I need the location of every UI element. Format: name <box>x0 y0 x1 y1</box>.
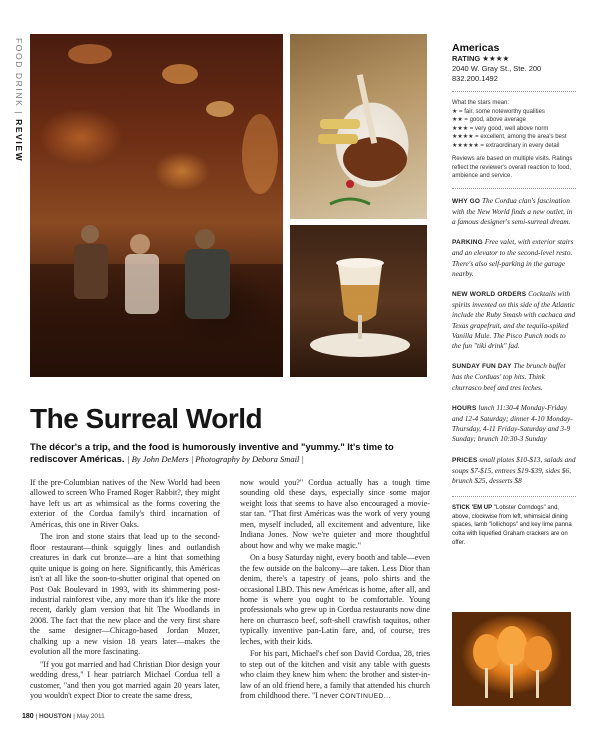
section-label-food-drink: FOOD DRINK <box>14 38 24 108</box>
page-number: 180 <box>22 713 34 720</box>
review-sidebar <box>452 42 576 547</box>
paragraph: "If you got married and had Christian Dior design your wedding dress," I hear patriarch Michael Cordua tell a customer, "and then you got married again 20 years later, you wouldn't expect Dior to create the same dress, <box>30 659 220 701</box>
phone: 832.200.1492 <box>452 74 498 83</box>
paragraph: If the pre-Columbian natives of the New World had been allowed to screen Who Framed Roger Rabbit?, they might have left us art as whimsical as the forms covering the exterior of the Cordua family's third incarnation of Américas, this one in River Oaks. <box>30 478 220 529</box>
sidebar-why-go <box>452 196 576 228</box>
sidebar-item-text: Cocktails with spirits invented on this side of the Atlantic include the Ruby Smash with cachaca and Texas grapefruit, and the tequila-spiked Vanilla Mule. The Pisco Punch nods to the fun "tiki drink" fad. <box>452 288 576 350</box>
stars-heading: What the stars mean: <box>452 100 510 106</box>
rating <box>452 54 576 64</box>
sidebar-item-head: NEW WORLD ORDERS <box>452 290 527 298</box>
divider <box>452 496 576 497</box>
caption-text: "Lobster Corndogs" and, above, clockwise from left, whimsical dining spaces, lamb "lollichops" and key lime panna cotta with liquefied Graham crackers are on offer. <box>452 505 572 546</box>
sidebar-item-head: PRICES <box>452 456 478 464</box>
sidebar-item-head: WHY GO <box>452 197 481 205</box>
photo-caption <box>452 504 576 547</box>
magazine-name: HOUSTON <box>39 713 72 720</box>
photo-dessert-cocktail <box>290 225 427 377</box>
divider <box>452 188 576 189</box>
address: 2040 W. Gray St., Ste. 200 <box>452 64 542 73</box>
issue-date: May 2011 <box>76 713 105 720</box>
sidebar-item-head: PARKING <box>452 239 483 247</box>
reviews-note: Reviews are based on multiple visits. Ratings reflect the reviewer's overall reaction to food, ambience and service. <box>452 156 573 179</box>
section-label: FOOD DRINK | REVIEW <box>14 38 24 163</box>
photo-drink-illustration <box>290 225 427 377</box>
byline: | By John DeMers | Photography by Debora Smail | <box>127 454 304 464</box>
photo-lamb-lollichops <box>290 34 427 219</box>
sidebar-item-head: HOURS <box>452 404 477 412</box>
photo-food-illustration <box>290 34 427 219</box>
caption-head: STICK 'EM UP <box>452 505 493 512</box>
sidebar-hours <box>452 403 576 445</box>
photo-restaurant-illustration <box>30 34 283 377</box>
sidebar-item-head: SUNDAY FUN DAY <box>452 363 512 371</box>
stars-key-4: ★★★★ = excellent, among the area's best <box>452 134 567 140</box>
stars-key-1: ★ = fair, some noteworthy qualities <box>452 108 545 115</box>
photo-restaurant-dining-room <box>30 34 283 377</box>
sidebar-prices <box>452 455 576 487</box>
sidebar-parking <box>452 237 576 279</box>
sidebar-new-world-orders <box>452 289 576 351</box>
body-column-left <box>30 478 220 704</box>
paragraph: On a busy Saturday night, every booth and table—even the few outside on the balcony—are taken. Less Dior than denim, there's a tapestry of jeans, polo shirts and the occasional LBD. This new Américas is home, after all, and home is where you ought to be comfortable. Young professionals who grew up in Cordua restaurants now dine here on churrasco beef, soft-shell crawfish taquitos, other typically inventive pan-Latin fare, and, of course, tres leches, with their kids. <box>240 553 430 646</box>
sidebar-item-text: lunch 11:30-4 Monday-Friday and 12-4 Saturday; dinner 4-10 Monday-Thursday, 4-11 Friday-Saturday and 3-9 Sunday; brunch 10:30-3 Sunday <box>452 402 573 444</box>
page-footer: 180 | HOUSTON | May 2011 <box>22 713 105 720</box>
continued-label: CONTINUED... <box>339 693 391 701</box>
sidebar-item-text: Free valet, with exterior stairs and an elevator to the second-level resto. There's also self-parking in the garage nearby. <box>452 237 574 278</box>
photo-lobster-corndogs <box>452 612 571 706</box>
paragraph-text: For his part, Michael's chef son David Cordua, 28, tries to step out of the kitchen and visit any table with guests who claim they knew him when: the brother and sister-in-law of an old friend here, a family that attended his church from childhood there. "I never <box>240 649 430 701</box>
sidebar-sunday-fun-day <box>452 361 576 393</box>
divider <box>452 91 576 92</box>
rating-stars: ★★★★ <box>482 54 510 63</box>
sidebar-item-text: small plates $10-$13, salads and soups $7-$15, entrees $19-$39, sides $6, brunch $25, desserts $8 <box>452 454 576 485</box>
rating-label: RATING <box>452 54 481 63</box>
paragraph: The iron and stone stairs that lead up to the second-floor restaurant—think squiggly lines and outlandish creatures in dark cut bronze—are a hint that something quite unique is going on here. Significantly, this Américas isn't at all like the soon-to-shutter original that opened on Post Oak Boulevard in 1993, with its shimmering post-industrial rainforest vibe, any more than it's like the more recent, darkly glam version that hit The Woodlands in 2008. The fact that the new place and the very first share the same designer—Chicago-based Jordan Mozer, chalking up a new vision 18 years later—makes the evolution all the more fascinating. <box>30 532 220 657</box>
paragraph <box>240 649 430 702</box>
stars-key-2: ★★ = good, above average <box>452 117 526 123</box>
body-column-right <box>240 478 430 705</box>
restaurant-name: Americas <box>452 42 500 54</box>
stars-key-3: ★★★ = very good, well above norm <box>452 125 549 132</box>
sidebar-item-text: The brunch buffet has the Corduas' top hits. Think churrasco beef and tres leches. <box>452 361 566 392</box>
section-label-review: REVIEW <box>14 119 24 163</box>
stars-key-5: ★★★★★ = extraordinary in every detail <box>452 142 560 149</box>
deck-text: The décor's a trip, and the food is humorously inventive and "yummy." It's time to rediscover Américas. <box>30 441 394 464</box>
article-headline: The Surreal World <box>30 403 263 434</box>
paragraph: now would you?" Cordua actually has a tough time sounding old these days, especially since some major weight loss that seems to have also encouraged a movie-star tan. "That first Américas was the work of very young men, myself included, all excitement and adventure, like Indiana Jones. Now we're quieter and more thoughtful about how and why we make magic." <box>240 478 430 550</box>
sidebar-item-text: The Cordua clan's fascination with the New World finds a new outlet, in a famous designer's semi-surreal dream. <box>452 195 573 226</box>
article-deck <box>30 441 430 465</box>
photo-corndogs-illustration <box>452 612 571 706</box>
